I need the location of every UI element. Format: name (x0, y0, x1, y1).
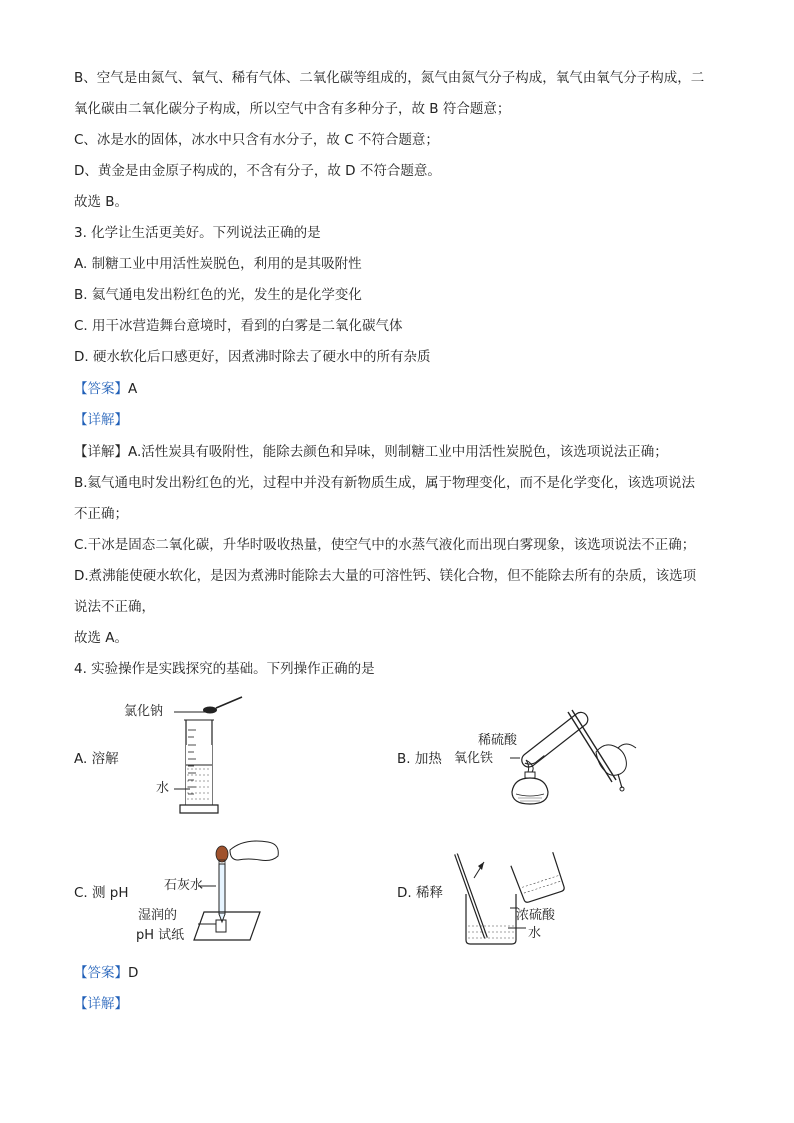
prev-option-b-line2: 氧化碳由二氧化碳分子构成，所以空气中含有多种分子，故 B 符合题意； (74, 101, 511, 117)
q4-detail-tag: 【详解】 (74, 996, 128, 1012)
prev-option-c: C、冰是水的固体，冰水中只含有水分子，故 C 不符合题意； (74, 132, 439, 148)
q3-explain-a-text: A.活性炭具有吸附性，能除去颜色和异味，则制糖工业中用活性炭脱色，该选项说法正确； (128, 444, 668, 460)
answer-tag: 【答案】 (74, 965, 128, 981)
answer-tag: 【答案】 (74, 381, 128, 397)
fig-b-oxide-label: 氧化铁 (454, 751, 494, 766)
fig-d-acid-label: 浓硫酸 (516, 908, 556, 923)
q3-explain-c: C.干冰是固态二氧化碳，升华时吸收热量，使空气中的水蒸气液化而出现白雾现象，该选项说法不正确； (74, 537, 696, 553)
q3-option-c: C. 用干冰营造舞台意境时，看到的白雾是二氧化碳气体 (74, 318, 403, 334)
fig-c-paper-label-2: pH 试纸 (136, 928, 185, 943)
fig-c-paper-label-1: 湿润的 (138, 908, 178, 923)
q4-option-c-label: C. 测 pH (74, 885, 129, 901)
prev-option-d: D、黄金是由金原子构成的，不含有分子，故 D 不符合题意。 (74, 163, 441, 179)
q3-explain-a (74, 442, 668, 462)
q3-detail-tag: 【详解】 (74, 412, 128, 428)
q4-stem: 4. 实验操作是实践探究的基础。下列操作正确的是 (74, 661, 375, 677)
q3-explain-b-line2: 不正确； (74, 506, 128, 522)
q4-option-b-label: B. 加热 (397, 751, 442, 767)
q3-option-a: A. 制糖工业中用活性炭脱色，利用的是其吸附性 (74, 256, 362, 272)
q4-answer (74, 963, 138, 983)
q3-explain-d-line2: 说法不正确， (74, 599, 155, 615)
fig-a-water-label: 水 (156, 781, 170, 796)
ph-test-figure (188, 838, 288, 948)
q3-option-d: D. 硬水软化后口感更好，因煮沸时除去了硬水中的所有杂质 (74, 349, 431, 365)
q3-conclusion: 故选 A。 (74, 630, 129, 646)
q4-option-a-label: A. 溶解 (74, 751, 119, 767)
fig-c-lime-label: 石灰水 (164, 878, 204, 893)
prev-option-b-line1: B、空气是由氮气、氧气、稀有气体、二氧化碳等组成的，氮气由氮气分子构成，氧气由氧气分子构成，二 (74, 70, 705, 86)
q3-answer (74, 379, 137, 399)
q3-explain-b-line1: B.氦气通电时发出粉红色的光，过程中并没有新物质生成，属于物理变化，而不是化学变化，该选项说法 (74, 475, 696, 491)
fig-b-acid-label: 稀硫酸 (478, 733, 518, 748)
q3-stem: 3. 化学让生活更美好。下列说法正确的是 (74, 225, 321, 241)
q3-explain-tag: 【详解】 (74, 444, 128, 460)
q3-option-b: B. 氦气通电发出粉红色的光，发生的是化学变化 (74, 287, 362, 303)
q4-answer-value: D (128, 965, 139, 981)
dilution-figure (448, 848, 568, 948)
fig-a-salt-label: 氯化钠 (124, 704, 164, 719)
q4-option-d-label: D. 稀释 (397, 885, 443, 901)
q3-explain-d-line1: D.煮沸能使硬水软化，是因为煮沸时能除去大量的可溶性钙、镁化合物，但不能除去所有的杂质，该选项 (74, 568, 697, 584)
prev-conclusion: 故选 B。 (74, 194, 129, 210)
q3-answer-value: A (128, 381, 138, 397)
fig-d-water-label: 水 (528, 926, 542, 941)
graduated-cylinder-figure (160, 695, 250, 825)
test-tube-heating-figure (500, 700, 640, 815)
